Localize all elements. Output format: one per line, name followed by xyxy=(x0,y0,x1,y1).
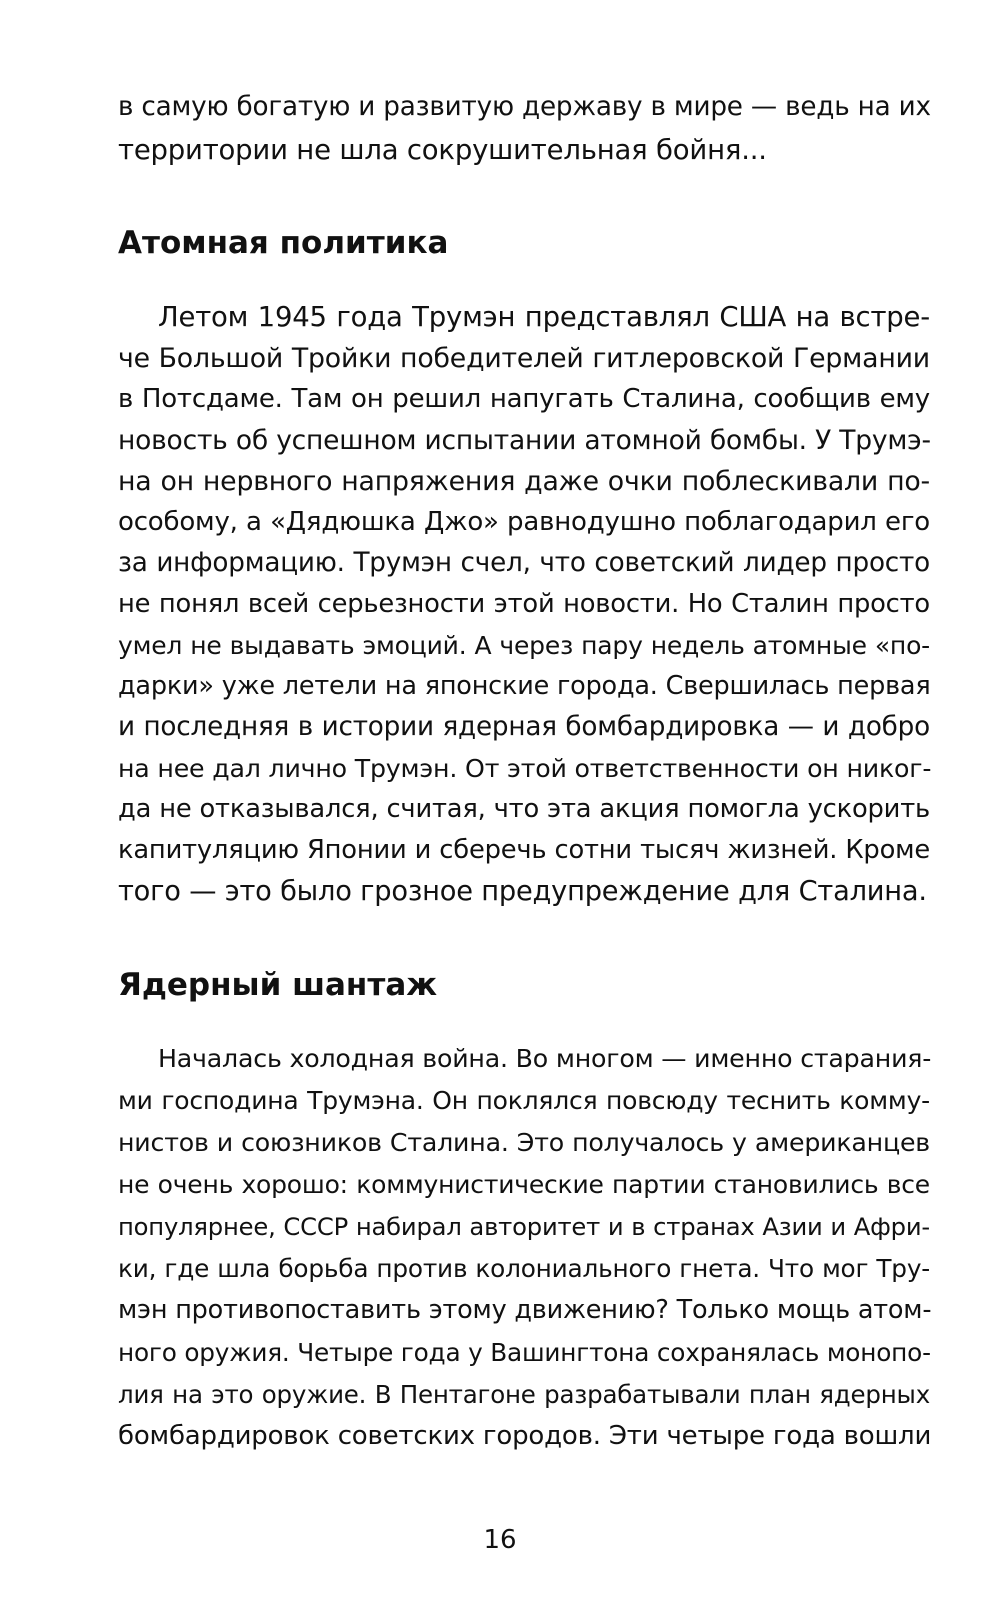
section1-line-11: и последняя в истории ядерная бомбардировка — и добро xyxy=(118,712,930,742)
section2-line-1: Началась холодная война. Во многом — именно старания- xyxy=(158,1044,932,1073)
section1-line-4: новость об успешном испытании атомной бомбы. У Трумэ- xyxy=(118,425,931,456)
section2-line-9: лия на это оружие. В Пентагоне разрабатывали план ядерных xyxy=(118,1380,930,1409)
intro-line-2: территории не шла сокрушительная бойня... xyxy=(118,134,767,166)
intro-line-1: в самую богатую и развитую державу в мире — ведь на их xyxy=(118,92,931,122)
section1-line-10: дарки» уже летели на японские города. Свершилась первая xyxy=(118,671,931,701)
section2-line-5: популярнее, СССР набирал авторитет и в странах Азии и Афри- xyxy=(118,1212,930,1241)
section1-line-12: на нее дал лично Трумэн. От этой ответственности он никог- xyxy=(118,754,932,783)
section1-line-2: че Большой Тройки победителей гитлеровской Германии xyxy=(118,343,930,374)
section1-line-9: умел не выдавать эмоций. А через пару недель атомные «по- xyxy=(118,631,930,660)
section1-line-14: капитуляцию Японии и сберечь сотни тысяч жизней. Кроме xyxy=(118,835,930,865)
section2-line-7: мэн противопоставить этому движению? Только мощь атом- xyxy=(118,1295,932,1325)
section-heading-nuclear-blackmail: Ядерный шантаж xyxy=(118,967,438,1003)
section2-line-6: ки, где шла борьба против колониального гнета. Что мог Тру- xyxy=(118,1254,930,1283)
section1-line-5: на он нервного напряжения даже очки поблескивали по- xyxy=(118,466,930,497)
section1-line-13: да не отказывался, считая, что эта акция помогла ускорить xyxy=(118,794,930,824)
page-number: 16 xyxy=(483,1525,517,1555)
section2-line-4: не очень хорошо: коммунистические партии становились все xyxy=(118,1170,930,1199)
section1-line-3: в Потсдаме. Там он решил напугать Сталина, сообщив ему xyxy=(118,384,930,414)
section1-line-8: не понял всей серьезности этой новости. Но Сталин просто xyxy=(118,589,930,619)
section1-line-15: того — это было грозное предупреждение для Сталина. xyxy=(118,876,927,907)
section1-line-6: особому, а «Дядюшка Джо» равнодушно поблагодарил его xyxy=(118,507,930,537)
section2-line-2: ми господина Трумэна. Он поклялся повсюду теснить комму- xyxy=(118,1086,930,1115)
section2-line-3: нистов и союзников Сталина. Это получалось у американцев xyxy=(118,1128,930,1157)
section1-line-1: Летом 1945 года Трумэн представлял США на встре- xyxy=(158,301,930,333)
section2-line-10: бомбардировок советских городов. Эти четыре года вошли xyxy=(118,1421,932,1451)
section1-line-7: за информацию. Трумэн счел, что советский лидер просто xyxy=(118,548,930,578)
section2-line-8: ного оружия. Четыре года у Вашингтона сохранялась монопо- xyxy=(118,1338,931,1367)
section-heading-atomic-policy: Атомная политика xyxy=(118,225,449,261)
